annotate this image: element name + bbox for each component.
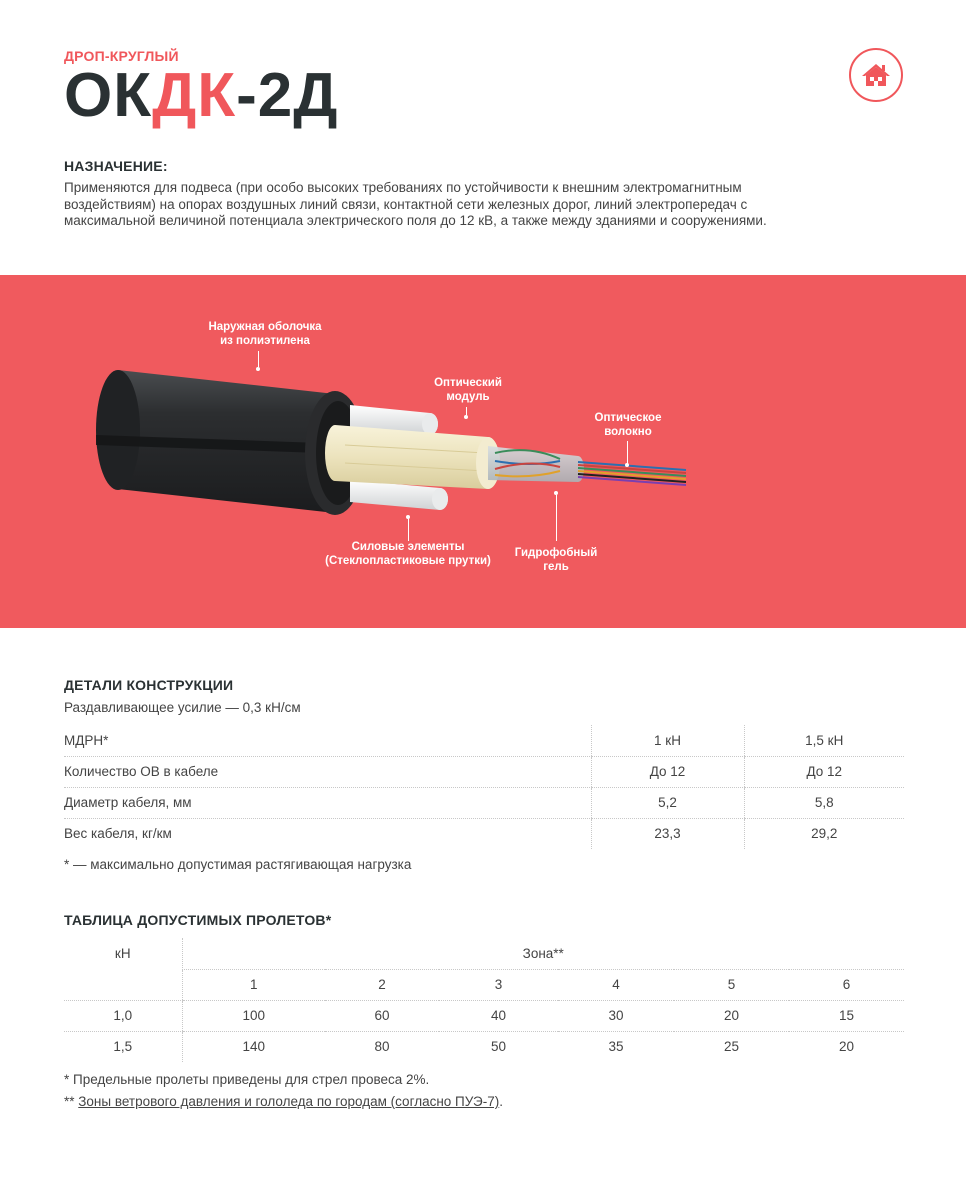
- empty-cell: [64, 969, 182, 1000]
- title-part-2: -2Д: [236, 61, 339, 130]
- span-value: 80: [374, 1039, 390, 1055]
- product-title: [64, 61, 339, 130]
- leader-optical-fiber: [627, 441, 628, 465]
- construction-details: [64, 677, 904, 715]
- spans-note-zones: [64, 1094, 503, 1109]
- span-value: 20: [838, 1039, 855, 1055]
- zone-number: 5: [674, 969, 789, 1000]
- spec-label: Количество ОВ в кабеле: [64, 756, 591, 787]
- leader-strength: [408, 519, 409, 541]
- span-value: 30: [558, 1000, 674, 1031]
- callout-strength-line1: Силовые элементы: [351, 541, 465, 553]
- zone-number: 6: [789, 969, 904, 1000]
- spec-label: Вес кабеля, кг/км: [64, 826, 172, 842]
- table-header-row: [64, 938, 904, 969]
- zone-number: 2: [325, 969, 439, 1000]
- title-accent: ДК: [152, 61, 237, 130]
- callout-optical-module-line2: модуль: [446, 391, 490, 403]
- span-value: 100: [182, 1000, 325, 1031]
- note-suffix: .: [499, 1094, 503, 1109]
- callout-strength-elements: [318, 540, 498, 568]
- callout-outer-sheath-line1: Наружная оболочка: [208, 321, 322, 333]
- leader-optical-module: [466, 407, 467, 415]
- wind-zones-link[interactable]: Зоны ветрового давления и гололеда по городам (согласно ПУЭ-7): [78, 1094, 500, 1109]
- table-row: [64, 818, 904, 849]
- purpose-heading: НАЗНАЧЕНИЕ:: [64, 158, 168, 174]
- zone-number: 1: [182, 969, 325, 1000]
- zone-number: 3: [439, 969, 558, 1000]
- callout-optical-fiber-line2: волокно: [604, 426, 652, 438]
- span-value: 15: [789, 1000, 904, 1031]
- leader-dot-optical-module: [464, 415, 468, 419]
- callout-optical-module-line1: Оптический: [434, 377, 502, 389]
- span-value: 50: [490, 1039, 507, 1055]
- purpose-text: Применяются для подвеса (при особо высоких требованиях по устойчивости к внешним электромагнитным воздействиям) на опорах воздушных линий связи, контактной сети железных дорог, линий электропередач с максимальной величиной потенциала электрического поля до 12 кВ, а также между зданиями и сооружениями.: [64, 180, 767, 228]
- leader-dot-outer-sheath: [256, 367, 260, 371]
- kn-value: 1,0: [64, 1000, 182, 1031]
- cable-illustration: [0, 275, 966, 628]
- details-footnote: * — максимально допустимая растягивающая нагрузка: [64, 857, 412, 872]
- title-part-1: ОК: [64, 61, 153, 130]
- spec-table: [64, 725, 904, 849]
- span-value: 40: [439, 1000, 558, 1031]
- note-prefix: **: [64, 1094, 79, 1109]
- callout-gel-line1: Гидрофобный: [514, 547, 598, 559]
- spec-value: 1,5 кН: [744, 725, 904, 756]
- spans-table: [64, 938, 904, 1062]
- callout-optical-module: [420, 376, 516, 404]
- purpose-section: [64, 158, 784, 230]
- table-row: [64, 1031, 904, 1062]
- span-value: 25: [723, 1039, 740, 1055]
- table-row: [64, 1000, 904, 1031]
- kn-value: 1,5: [113, 1039, 133, 1055]
- spec-label: Диаметр кабеля, мм: [64, 787, 591, 818]
- spec-value: 5,8: [744, 787, 904, 818]
- callout-optical-fiber-line1: Оптическое: [594, 412, 662, 424]
- house-icon: [849, 48, 903, 102]
- spec-value: 23,3: [591, 818, 744, 849]
- callout-optical-fiber: [580, 411, 676, 439]
- details-heading: ДЕТАЛИ КОНСТРУКЦИИ: [64, 677, 234, 693]
- span-value: 20: [674, 1000, 789, 1031]
- table-row: [64, 725, 904, 756]
- spec-label: МДРН*: [64, 725, 591, 756]
- cable-diagram-banner: [0, 275, 966, 628]
- spec-value: До 12: [744, 756, 904, 787]
- spec-value: 5,2: [591, 787, 744, 818]
- span-value: 140: [182, 1031, 325, 1062]
- leader-outer-sheath: [258, 351, 259, 367]
- zone-header: Зона**: [182, 938, 904, 969]
- spec-value: До 12: [591, 756, 744, 787]
- spec-value: 29,2: [744, 818, 904, 849]
- table-row: [64, 787, 904, 818]
- callout-hydrophobic-gel: [506, 546, 606, 574]
- leader-gel: [556, 495, 557, 541]
- leader-dot-optical-fiber: [625, 463, 629, 467]
- span-value: 35: [608, 1039, 624, 1055]
- callout-outer-sheath-line2: из полиэтилена: [220, 335, 310, 347]
- callout-gel-line2: гель: [543, 561, 569, 573]
- spans-note-sag: * Предельные пролеты приведены для стрел провеса 2%.: [64, 1072, 430, 1087]
- crush-resistance: Раздавливающее усилие — 0,3 кН/см: [64, 700, 301, 715]
- kn-header: кН: [114, 946, 131, 961]
- spec-value: 1 кН: [591, 725, 744, 756]
- span-value: 60: [325, 1000, 439, 1031]
- callout-strength-line2: (Стеклопластиковые прутки): [325, 555, 491, 567]
- callout-outer-sheath: [190, 320, 340, 348]
- zone-number: 4: [558, 969, 674, 1000]
- zones-row: [64, 969, 904, 1000]
- header: [64, 48, 338, 128]
- spans-heading: ТАБЛИЦА ДОПУСТИМЫХ ПРОЛЕТОВ*: [64, 912, 332, 928]
- table-row: [64, 756, 904, 787]
- product-subtitle: ДРОП-КРУГЛЫЙ: [64, 48, 179, 64]
